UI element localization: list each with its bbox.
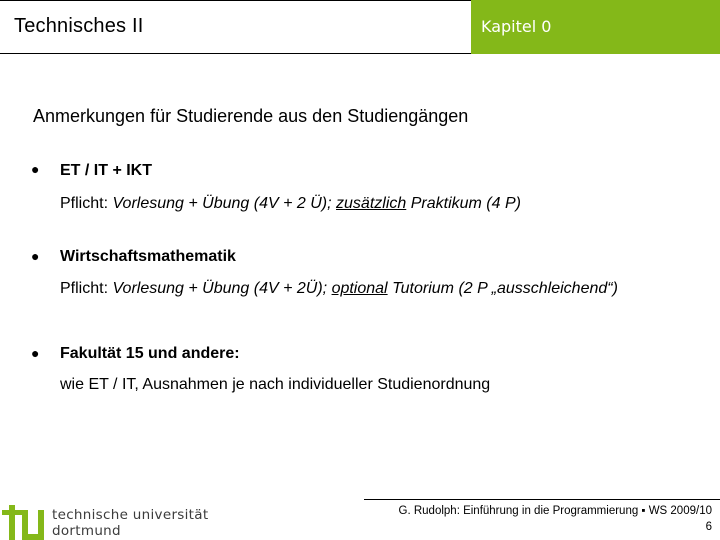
logo-line-2: dortmund bbox=[52, 523, 121, 539]
bullet-dot: ● bbox=[31, 161, 40, 177]
detail-end: Tutorium (2 P „ausschleichend“) bbox=[392, 280, 618, 297]
page-number: 6 bbox=[705, 521, 712, 533]
logo-line-1: technische universität bbox=[52, 507, 209, 523]
bullet-dot: ● bbox=[31, 248, 40, 264]
detail-lecture: Vorlesung + Übung (4V + 2 Ü); bbox=[112, 195, 332, 212]
detail-emphasis: zusätzlich bbox=[336, 195, 407, 212]
header-bar bbox=[0, 0, 471, 54]
detail-emphasis: optional bbox=[331, 280, 388, 297]
tu-logo-mark-icon bbox=[2, 505, 44, 540]
bullet-title-fak15: Fakultät 15 und andere: bbox=[60, 345, 240, 362]
slide-heading: Anmerkungen für Studierende aus den Studiengängen bbox=[33, 106, 469, 126]
detail-end: Praktikum (4 P) bbox=[410, 195, 521, 212]
bullet-detail-et-it bbox=[60, 195, 521, 213]
bullet-dot: ● bbox=[31, 345, 40, 361]
course-title: Technisches II bbox=[14, 15, 144, 37]
footer-divider bbox=[364, 499, 720, 500]
chapter-label: Kapitel 0 bbox=[481, 17, 552, 36]
bullet-title-wima: Wirtschaftsmathematik bbox=[60, 248, 236, 265]
detail-prefix: Pflicht: bbox=[60, 195, 109, 212]
detail-lecture: Vorlesung + Übung (4V + 2Ü); bbox=[112, 280, 328, 297]
footer-credit: G. Rudolph: Einführung in die Programmierung ▪ WS 2009/10 bbox=[398, 505, 712, 517]
chapter-banner bbox=[471, 0, 720, 54]
bullet-detail-wima bbox=[60, 280, 618, 298]
logo-wordmark bbox=[52, 507, 208, 539]
bullet-detail-fak15: wie ET / IT, Ausnahmen je nach individueller Studienordnung bbox=[60, 376, 491, 393]
bullet-title-et-it: ET / IT + IKT bbox=[60, 162, 153, 179]
detail-prefix: Pflicht: bbox=[60, 280, 109, 297]
